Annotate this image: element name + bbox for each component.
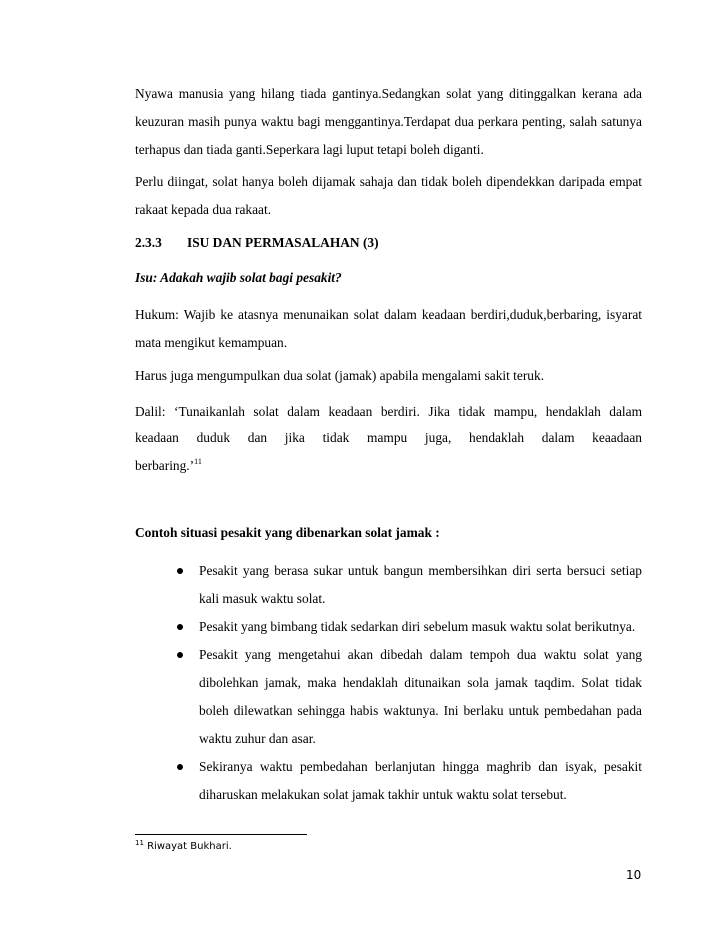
examples-list [135,557,642,809]
examples-heading: Contoh situasi pesakit yang dibenarkan solat jamak : [135,525,440,540]
section-heading [135,229,379,257]
section-number: 2.3.3 [135,235,162,250]
paragraph-nyawa: Nyawa manusia yang hilang tiada gantinya.Sedangkan solat yang ditinggalkan kerana ada keuzuran masih punya waktu bagi menggantinya.Terdapat dua perkara penting, salah satunya terhapus dan tiada ganti.Seperkara lagi luput tetapi boleh diganti. [135,86,642,157]
paragraph-dalil-line-3 [135,452,642,480]
bullet-icon [177,568,183,574]
page-number: 10 [626,868,642,882]
list-item [135,613,642,641]
bullet-icon [177,624,183,630]
list-item [135,641,642,753]
footnote [135,840,232,854]
list-item-text: Sekiranya waktu pembedahan berlanjutan hingga maghrib dan isyak, pesakit diharuskan melakukan solat jamak takhir untuk waktu solat tersebut. [199,759,642,802]
list-item-text: Pesakit yang mengetahui akan dibedah dalam tempoh dua waktu solat yang dibolehkan jamak, maka hendaklah ditunaikan sola jamak taqdim. Solat tidak boleh dilewatkan sehingga habis waktunya. Ini berlaku untuk pembedahan pada waktu zuhur dan asar. [199,647,642,746]
footnote-text: Riwayat Bukhari. [143,841,232,852]
issue-question: Isu: Adakah wajib solat bagi pesakit? [135,270,342,285]
paragraph-hukum: Hukum: Wajib ke atasnya menunaikan solat dalam keadaan berdiri,duduk,berbaring, isyarat mata mengikut kemampuan. [135,307,642,350]
section-title: ISU DAN PERMASALAHAN (3) [187,235,379,250]
list-item-text: Pesakit yang bimbang tidak sedarkan diri sebelum masuk waktu solat berikutnya. [199,619,636,634]
list-item [135,557,642,613]
dalil-closing-text: berbaring.’ [135,458,195,473]
paragraph-harus: Harus juga mengumpulkan dua solat (jamak) apabila mengalami sakit teruk. [135,368,545,383]
footnote-divider [135,834,307,835]
paragraph-dalil-line-2: keadaan duduk dan jika tidak mampu juga, hendaklah dalam keaadaan [135,430,642,445]
paragraph-dalil-line-1: Dalil: ‘Tunaikanlah solat dalam keadaan berdiri. Jika tidak mampu, hendaklah dalam [135,404,642,419]
bullet-icon [177,764,183,770]
footnote-number: 11 [135,839,144,847]
paragraph-perlu-diingat: Perlu diingat, solat hanya boleh dijamak sahaja dan tidak boleh dipendekkan daripada empat rakaat kepada dua rakaat. [135,174,642,217]
list-item [135,753,642,809]
bullet-icon [177,652,183,658]
footnote-reference: 11 [194,457,202,466]
list-item-text: Pesakit yang berasa sukar untuk bangun membersihkan diri serta bersuci setiap kali masuk waktu solat. [199,563,642,606]
